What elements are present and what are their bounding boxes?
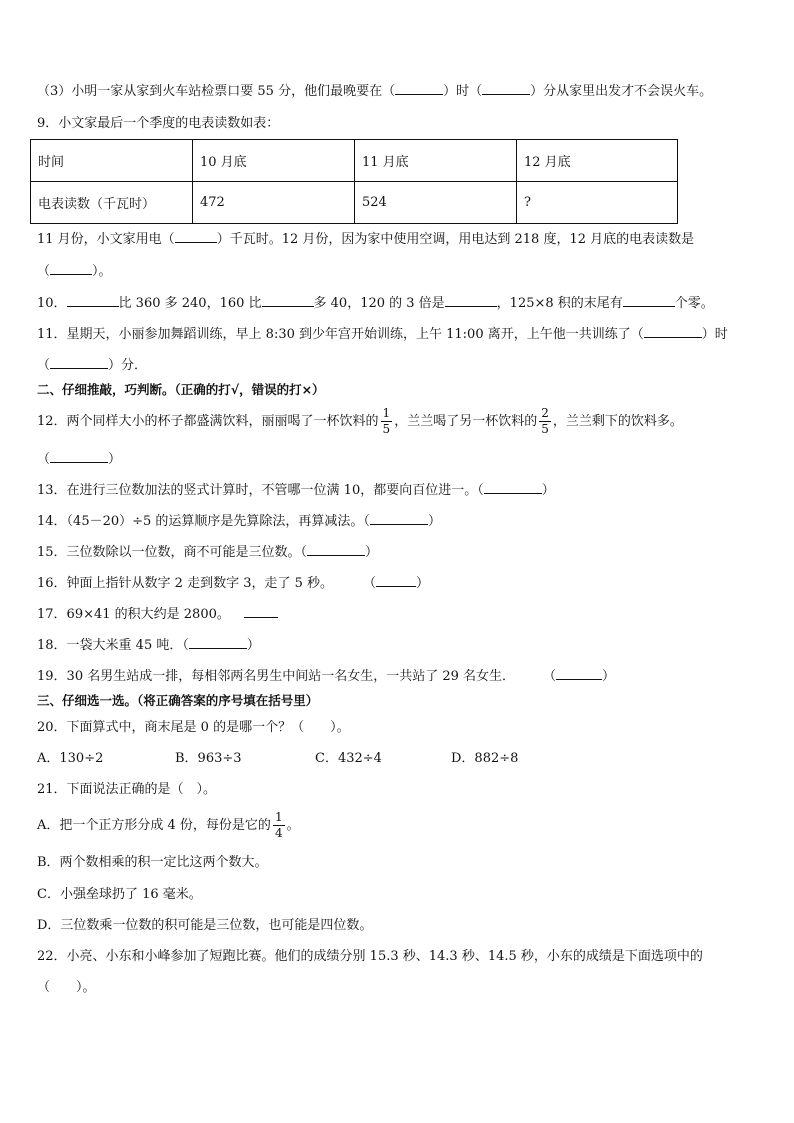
q16-text: 16．钟面上指针从数字 2 走到数字 3，走了 5 秒。 [37,576,334,591]
fraction-denominator: 5 [541,422,549,436]
fraction-numerator: 1 [382,406,391,420]
q19-open: （ [543,669,557,684]
q11-text-d: ）分． [108,358,148,373]
question-9-intro: 9．小文家最后一个季度的电表读数如表： [37,116,280,131]
question-8-3 [37,82,712,101]
q12-text-a: 12．两个同样大小的杯子都盛满饮料，丽丽喝了一杯饮料的 [37,414,379,429]
electricity-meter-table [30,139,678,224]
q9-text-b: ）千瓦时。12 月份，因为家中使用空调，用电达到 218 度，12 月底的电表读数是 [216,232,695,247]
table-cell: 524 [355,182,517,224]
question-21-option-b[interactable]: B．两个数相乘的积一定比这两个数大。 [37,855,268,870]
table-header-cell: 时间 [31,140,193,182]
option-a-end: 。 [286,818,300,833]
fraction [381,406,393,437]
table-header-cell: 11 月底 [355,140,517,182]
q12-text-b: ，兰兰喝了另一杯饮料的 [394,414,538,429]
option-c[interactable]: C．432÷4 [315,751,382,766]
answer-blank[interactable] [484,481,542,494]
q10-text-c: 多 40，120 的 3 倍是 [313,296,445,311]
question-17 [37,605,278,624]
question-9-text [37,230,694,249]
q12-text-d: （ [37,452,51,467]
answer-blank[interactable] [262,294,314,307]
option-a-text: A．把一个正方形分成 4 份，每份是它的 [37,818,271,833]
question-13 [37,481,555,500]
question-21: 21．下面说法正确的是（ ）。 [37,782,217,797]
answer-blank[interactable] [50,262,92,275]
q18-close: ） [246,638,260,653]
q15-close: ） [365,545,379,560]
q10-text-d: ，125×8 积的末尾有 [496,296,623,311]
q18-text: 18．一袋大米重 45 吨．（ [37,638,189,653]
answer-blank[interactable] [189,636,247,649]
option-b[interactable]: B．963÷3 [175,751,242,766]
q13-text: 13．在进行三位数加法的竖式计算时，不管哪一位满 10，都要向百位进一。（ [37,483,484,498]
option-a[interactable]: A．130÷2 [37,751,104,766]
question-21-option-d[interactable]: D．三位数乘一位数的积可能是三位数，也可能是四位数。 [37,918,373,933]
q11-text-c: （ [37,358,51,373]
question-22: 22．小亮、小东和小峰参加了短跑比赛。他们的成绩分别 15.3 秒、14.3 秒、14.5 秒，小东的成绩是下面选项中的 [37,949,703,964]
answer-blank[interactable] [556,667,602,680]
question-10 [37,294,714,313]
q17-text: 17．69×41 的积大约是 2800。 [37,607,230,622]
fraction-numerator: 1 [274,810,283,824]
answer-blank[interactable] [445,294,497,307]
q16-open: （ [363,576,377,591]
answer-blank[interactable] [244,605,278,618]
q12-text-e: ） [108,452,122,467]
fraction [539,406,551,437]
q11-text-a: 11．星期天，小丽参加舞蹈训练，早上 8:30 到少年宫开始训练，上午 11:00 离开，上午他一共训练了（ [37,327,644,342]
question-11 [37,325,728,344]
answer-blank[interactable] [482,82,530,95]
answer-blank[interactable] [50,450,108,463]
q13-close: ） [541,483,555,498]
question-21-option-c[interactable]: C．小强垒球扔了 16 毫米。 [37,887,202,902]
question-22-line-2: （ ）。 [37,980,96,995]
q15-text: 15．三位数除以一位数，商不可能是三位数。（ [37,545,308,560]
q8-3-text-a: （3）小明一家从家到火车站检票口要 55 分，他们最晚要在（ [37,84,396,99]
answer-blank[interactable] [370,512,428,525]
question-21-option-a[interactable] [37,810,300,841]
question-15 [37,543,378,562]
q10-text-a: 10． [37,296,67,311]
question-16 [37,574,429,593]
q19-text: 19．30 名男生站成一排，每相邻两名男生中间站一名女生，一共站了 29 名女生． [37,669,516,684]
answer-blank[interactable] [307,543,365,556]
q14-close: ） [427,514,441,529]
q14-text: 14．（45－20）÷5 的运算顺序是先算除法，再算减法。（ [37,514,370,529]
q9-text-c: （ [37,264,51,279]
table-row [31,182,678,224]
question-12 [37,406,683,437]
question-12-line-2 [37,450,121,469]
fraction-numerator: 2 [541,406,549,420]
question-20: 20．下面算式中，商末尾是 0 的是哪一个？（ ）。 [37,720,350,735]
q10-text-e: 个零。 [674,296,714,311]
q12-text-c: ，兰兰剩下的饮料多。 [552,414,683,429]
question-9-text-2 [37,262,112,281]
table-header-cell: 10 月底 [193,140,355,182]
q11-text-b: ）时 [701,327,728,342]
q10-text-b: 比 360 多 240，160 比 [118,296,262,311]
section-2-heading: 二、仔细推敲，巧判断。（正确的打√，错误的打×） [37,382,325,397]
q19-close: ） [602,669,616,684]
table-header-cell: 12 月底 [517,140,678,182]
q8-3-text-b: ）时（ [443,84,483,99]
section-3-heading: 三、仔细选一选。（将正确答案的序号填在括号里） [37,693,319,708]
table-cell: 472 [193,182,355,224]
answer-blank[interactable] [175,230,217,243]
option-d[interactable]: D．882÷8 [451,751,519,766]
answer-blank[interactable] [623,294,675,307]
q9-text-d: ）。 [92,264,112,279]
question-19 [37,667,615,686]
q9-text-a: 11 月份，小文家用电（ [37,232,175,247]
fraction [273,810,285,841]
table-cell: 电表读数（千瓦时） [31,182,193,224]
answer-blank[interactable] [395,82,443,95]
answer-blank[interactable] [50,356,108,369]
answer-blank[interactable] [376,574,416,587]
q16-close: ） [416,576,430,591]
answer-blank[interactable] [644,325,702,338]
answer-blank[interactable] [67,294,119,307]
q8-3-text-c: ）分从家里出发才不会误火车。 [530,84,713,99]
table-header-row [31,140,678,182]
fraction-denominator: 4 [274,826,283,840]
table-cell: ? [517,182,678,224]
question-11-line-2 [37,356,147,375]
question-18 [37,636,260,655]
fraction-denominator: 5 [382,422,391,436]
question-14 [37,512,441,531]
